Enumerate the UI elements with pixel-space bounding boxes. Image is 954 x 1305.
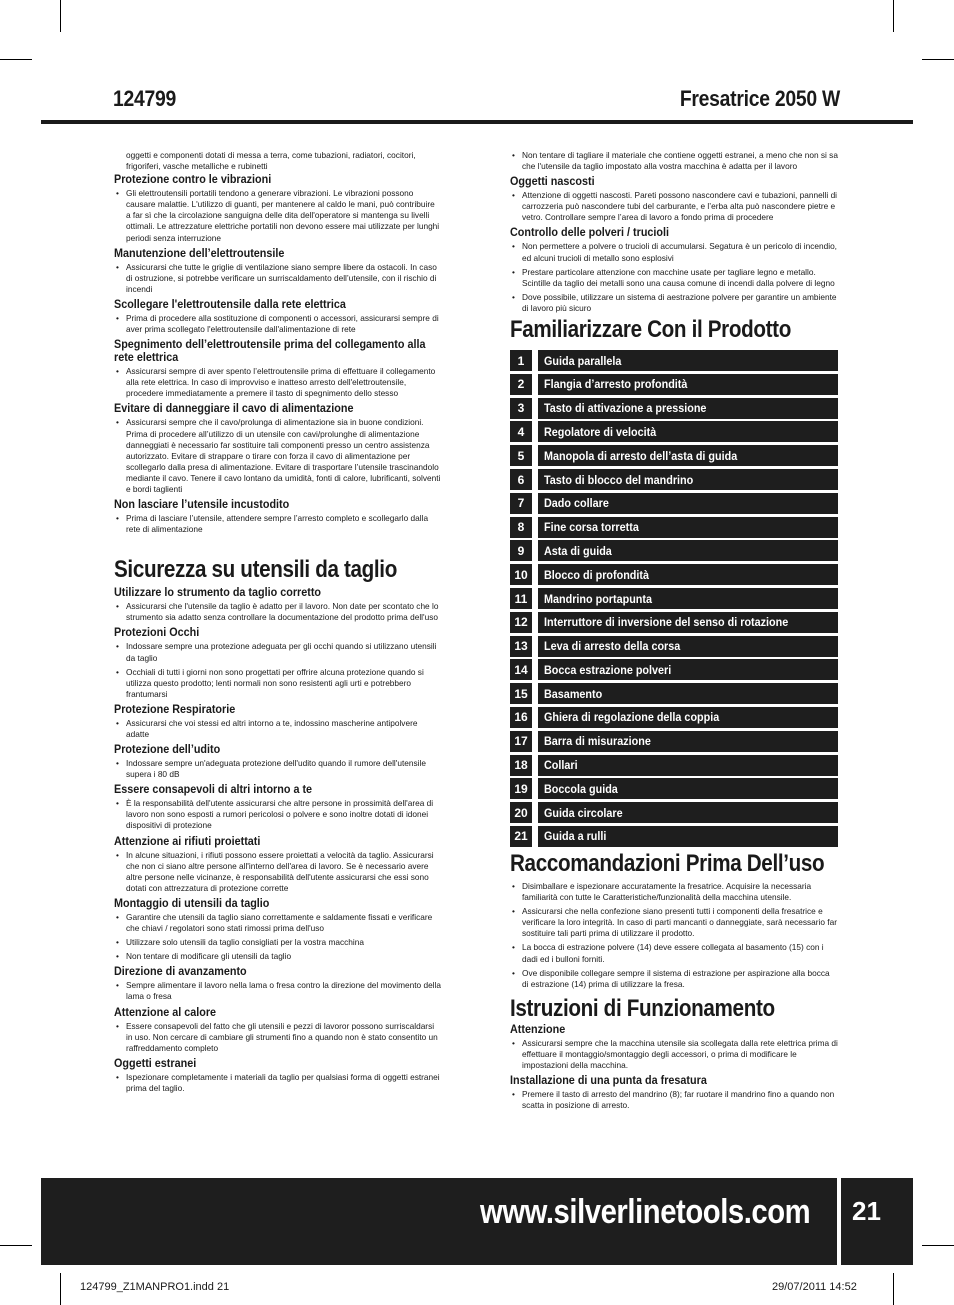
bullet-item: • Assicurarsi sempre che il cavo/prolunga di alimentazione sia in buone condizioni. Prima di procedere all’utilizzo di un utensile con cavi/prolunghe di alimentazione danneggiati è necessario far sostituire tali componenti presso un centro assistenza autorizzato. Evitare di strappare o tirare con forza il cavo di alimentazione per scollegarlo dalla presa di alimentazione. Evitare di trasportare l’utensile trascinandolo mediante il cavo. Tenere il cavo lontano da umidità, fonti di calore, lubrificanti, solventi e bordi taglienti [114, 417, 441, 495]
bullet-list [114, 980, 441, 1002]
part-label: Regolatore di velocità [544, 424, 657, 439]
part-number: 10 [510, 564, 532, 585]
bullet-item: • Indossare sempre una protezione adeguata per gli occhi quando si utilizzano utensili da taglio [114, 641, 441, 663]
right-sections-a [510, 175, 838, 314]
part-number: 5 [510, 445, 532, 466]
parts-row [510, 802, 838, 823]
part-label: Asta di guida [544, 543, 612, 558]
familiarize-title: Familiarizzare Con il Prodotto [510, 316, 791, 344]
bullet-list [114, 417, 441, 495]
part-label-cell [538, 374, 838, 395]
part-number: 15 [510, 683, 532, 704]
part-number: 16 [510, 707, 532, 728]
section-heading: Attenzione [510, 1021, 566, 1036]
parts-row [510, 755, 838, 776]
part-label: Guida a rulli [544, 829, 607, 844]
bullet-item: • Dove possibile, utilizzare un sistema di aestrazione polvere per garantire un ambiente di lavoro più sicuro [510, 292, 838, 314]
section-heading: Non lasciare l’utensile incustodito [114, 497, 290, 512]
part-label: Basamento [544, 686, 603, 701]
bullet-list [114, 798, 441, 831]
part-label-cell [538, 350, 838, 371]
part-number: 11 [510, 588, 532, 609]
section-heading: Oggetti nascosti [510, 174, 595, 189]
part-label-cell [538, 802, 838, 823]
page-number: 21 [852, 1196, 881, 1226]
part-label-cell [538, 731, 838, 752]
part-label-cell [538, 612, 838, 633]
section-heading: Essere consapevoli di altri intorno a te [114, 782, 313, 797]
part-label-cell [538, 445, 838, 466]
parts-row [510, 731, 838, 752]
bullet-item: • Prima di lasciare l’utensile, attendere sempre l’arresto completo e scollegarlo dalla rete di alimentazione [114, 513, 441, 535]
intro-text: oggetti e componenti dotati di messa a terra, come tubazioni, radiatori, cocitori, frigoriferi, vasche metalliche e rubinetti [126, 150, 416, 172]
product-code: 124799 [113, 86, 177, 111]
part-label-cell [538, 469, 838, 490]
part-label: Collari [544, 758, 578, 773]
section-heading: Protezione Respiratorie [114, 701, 236, 716]
parts-row [510, 421, 838, 442]
part-number: 17 [510, 731, 532, 752]
bullet-list [510, 190, 838, 223]
crop-mark [893, 1273, 894, 1305]
product-title: Fresatrice 2050 W [679, 86, 840, 111]
part-label: Tasto di blocco del mandrino [544, 472, 694, 487]
cutting-safety-title: Sicurezza su utensili da taglio [114, 556, 397, 584]
part-label: Boccola guida [544, 781, 618, 796]
bullet-item: • Assicurarsi che voi stessi ed altri intorno a te, indossino mascherine antipolvere adatte [114, 718, 441, 740]
bullet-item: • Assicurarsi sempre che la macchina utensile sia scollegata dalla rete elettrica prima di effettuare il montaggio/smontaggio degli accessori, o prima di modificare le impostazioni della macchina. [510, 1038, 838, 1071]
section-heading: Attenzione ai rifiuti proiettati [114, 833, 261, 848]
header-rule [41, 120, 913, 124]
part-label: Blocco di profondità [544, 567, 650, 582]
bullet-item: • Premere il tasto di arresto del mandrino (8); far ruotare il mandrino fino a quando non scatta in posizione di arresto. [510, 1089, 838, 1111]
bullet-list [114, 313, 441, 335]
bullet-list [510, 241, 838, 314]
recommendation-item: • Disimballare e ispezionare accuratamente la fresatrice. Acquisire la necessaria familiarità con tutte le Caratteristiche/funzionalità della macchina utensile. [510, 881, 838, 903]
part-label-cell [538, 588, 838, 609]
bullet-item: • Sempre alimentare il lavoro nella lama o fresa contro la direzione del movimento della lama o fresa [114, 980, 441, 1002]
part-label-cell [538, 517, 838, 538]
part-label: Fine corsa torretta [544, 520, 639, 535]
parts-table [510, 350, 838, 847]
bullet-list [510, 1038, 838, 1071]
bullet-item: • Attenzione di oggetti nascosti. Pareti possono nascondere cavi e tubazioni, pannelli di carrozzeria può nascondere tubi del carburante, e l’erba alta può nascondere pietre e vetro. Controllare sempre l’area di lavoro a fondo prima di procedere [510, 190, 838, 223]
section-heading: Scollegare l'elettroutensile dalla rete elettrica [114, 296, 346, 311]
bullet-item: • Utilizzare solo utensili da taglio consigliati per la vostra macchina [114, 937, 441, 948]
part-label: Flangia d’arresto profondità [544, 377, 688, 392]
part-number: 9 [510, 540, 532, 561]
parts-row [510, 398, 838, 419]
part-number: 1 [510, 350, 532, 371]
parts-row [510, 707, 838, 728]
part-label: Barra di misurazione [544, 734, 651, 749]
part-number: 13 [510, 636, 532, 657]
left-sections-b [114, 586, 441, 1094]
bullet-item: • Prestare particolare attenzione con macchine usate per tagliare legno e metallo. Scintille da taglio dei metalli sono una causa comune di incendi dalla polvere di legno [510, 267, 838, 289]
crop-mark [893, 0, 894, 32]
bullet-item: • Ispezionare completamente i materiali da taglio per qualsiasi forma di oggetti estranei prima del taglio. [114, 1072, 441, 1094]
bullet-item: • In alcune situazioni, i rifiuti possono essere proiettati a velocità da taglio. Assicurarsi che non ci siano altre persone all'interno dell'area di lavoro. Se è necessario avere altre persone nelle vicinanze, è responsabilità dell'utente assicurarsi che essi sono dotati con attrezzatura di protezione corrette [114, 850, 441, 894]
crop-mark [922, 1245, 954, 1246]
part-label: Guida circolare [544, 805, 623, 820]
recommendation-item: • Ove disponibile collegare sempre il sistema di estrazione per aspirazione alla bocca di estrazione (14) prima di utilizzare la fresa. [510, 968, 838, 990]
right-sections-b [510, 1023, 838, 1111]
crop-mark [60, 0, 61, 32]
recommendations-title: Raccomandazioni Prima Dell’uso [510, 849, 825, 877]
parts-row [510, 540, 838, 561]
part-label: Mandrino portapunta [544, 591, 652, 606]
part-label-cell [538, 398, 838, 419]
bullet-item: • Garantire che utensili da taglio siano correttamente e saldamente fissati e verificare che chiavi / regolatori sono stati rimossi prima dell'uso [114, 912, 441, 934]
section-heading: Protezioni Occhi [114, 625, 200, 640]
bullet-list [510, 1089, 838, 1111]
section-heading: Spegnimento dell’elettroutensile prima del collegamento alla rete elettrica [114, 337, 426, 365]
section-heading: Oggetti estranei [114, 1055, 197, 1070]
part-label-cell [538, 659, 838, 680]
part-number: 21 [510, 826, 532, 847]
bullet-list [114, 262, 441, 295]
parts-row [510, 493, 838, 514]
part-label-cell [538, 826, 838, 847]
section-heading: Utilizzare lo strumento da taglio corretto [114, 585, 322, 600]
part-number: 14 [510, 659, 532, 680]
parts-row [510, 636, 838, 657]
part-label: Bocca estrazione polveri [544, 662, 672, 677]
recommendations-list [510, 881, 838, 990]
recommendation-item: • La bocca di estrazione polvere (14) deve essere collegata al basamento (15) con i dadi ed i bulloni forniti. [510, 942, 838, 964]
bullet-list [114, 601, 441, 623]
section-heading: Montaggio di utensili da taglio [114, 895, 270, 910]
part-number: 7 [510, 493, 532, 514]
parts-row [510, 683, 838, 704]
part-label-cell [538, 493, 838, 514]
part-label-cell [538, 564, 838, 585]
part-label-cell [538, 707, 838, 728]
intro-bullet: • Non tentare di tagliare il materiale che contiene oggetti estranei, a meno che non si sa che l'utensile da taglio impostato alla vostra macchina è adatta per il lavoro [510, 150, 838, 172]
bullet-list [114, 912, 441, 962]
footer-separator [837, 1178, 841, 1265]
left-sections-a [114, 173, 441, 535]
part-label: Tasto di attivazione a pressione [544, 401, 707, 416]
part-label: Manopola di arresto dell’asta di guida [544, 448, 738, 463]
bullet-item: • Assicurarsi che tutte le griglie di ventilazione siano sempre libere da ostacoli. In caso di ostruzione, si potrebbe verificare un surriscaldamento dell’utensile, con il rischio di incendi [114, 262, 441, 295]
parts-row [510, 445, 838, 466]
bullet-list [114, 1021, 441, 1054]
instructions-title: Istruzioni di Funzionamento [510, 994, 775, 1022]
bullet-item: • Occhiali di tutti i giorni non sono progettati per offrire alcuna protezione quando si utilizza questo prodotto; lenti normali non sono resistenti agli urti e potrebbero frantumarsi [114, 667, 441, 700]
part-number: 2 [510, 374, 532, 395]
crop-mark [0, 1245, 32, 1246]
bullet-list [114, 758, 441, 780]
bullet-item: • Gli elettroutensili portatili tendono a generare vibrazioni. Le vibrazioni possono causare malattie. L'utilizzo di guanti, per mantenere al caldo le mani, può contribuire a far sì che la circolazione sanguigna delle dita dell'operatore si mantenga su livelli ottimali. Le attrezzature elettriche portatili non devono essere mai utilizzate per lunghi periodi senza interruzione [114, 188, 441, 243]
part-label: Ghiera di regolazione della coppia [544, 710, 720, 725]
slug-date: 29/07/2011 14:52 [772, 1281, 857, 1293]
part-label: Guida parallela [544, 353, 622, 368]
right-column [510, 150, 838, 1114]
section-heading: Evitare di danneggiare il cavo di alimentazione [114, 401, 354, 416]
bullet-list [114, 1072, 441, 1094]
bullet-item: • Essere consapevoli del fatto che gli utensili e pezzi di lavoror possono surriscaldarsi in uso. Non cercare di cambiare gli strumenti fino a quando non è stato consentito un raffreddamento completo [114, 1021, 441, 1054]
parts-row [510, 564, 838, 585]
crop-mark [60, 1273, 61, 1305]
part-label-cell [538, 755, 838, 776]
section-heading: Controllo delle polveri / trucioli [510, 225, 670, 240]
bullet-list [114, 718, 441, 740]
part-number: 8 [510, 517, 532, 538]
bullet-item: • Assicurarsi che l'utensile da taglio è adatto per il lavoro. Non date per scontato che lo strumento sia adatto senza controllare la documentazione del prodotto prima dell'uso [114, 601, 441, 623]
parts-row [510, 612, 838, 633]
parts-row [510, 374, 838, 395]
bullet-list [114, 188, 441, 243]
part-label-cell [538, 540, 838, 561]
part-label-cell [538, 778, 838, 799]
part-label-cell [538, 636, 838, 657]
parts-row [510, 778, 838, 799]
parts-row [510, 350, 838, 371]
recommendation-item: • Assicurarsi che nella confezione siano presenti tutti i componenti della fresatrice e verificare la loro integrità. In caso di parti mancanti o danneggiate, sarà necessario far sostituire tali parti prima di utilizzare il prodotto. [510, 906, 838, 939]
bullet-item: • Indossare sempre un'adeguata protezione dell'udito quando il rumore dell'utensile supera i 80 dB [114, 758, 441, 780]
parts-row [510, 826, 838, 847]
bullet-item: • Prima di procedere alla sostituzione di componenti o accessori, assicurarsi sempre di aver prima scollegato l'elettroutensile dall'alimentazione di rete [114, 313, 441, 335]
section-heading: Attenzione al calore [114, 1004, 217, 1019]
bullet-item: • È la responsabilità dell'utente assicurarsi che altre persone in prossimità dell'area di lavoro non sono esposti a rumori pericolosi o polvere e sono inoltre dotati di idonei dispositivi di protezione [114, 798, 441, 831]
part-number: 6 [510, 469, 532, 490]
parts-row [510, 659, 838, 680]
parts-row [510, 469, 838, 490]
part-number: 19 [510, 778, 532, 799]
crop-mark [0, 59, 32, 60]
bullet-item: • Non tentare di modificare gli utensili da taglio [114, 951, 441, 962]
part-number: 12 [510, 612, 532, 633]
slug-filename: 124799_Z1MANPRO1.indd 21 [80, 1281, 230, 1293]
crop-mark [922, 59, 954, 60]
bullet-item: • Non permettere a polvere o trucioli di accumularsi. Segatura è un pericolo di incendio, ed alcuni trucioli di metallo sono esplosivi [510, 241, 838, 263]
section-heading: Direzione di avanzamento [114, 964, 247, 979]
section-heading: Protezione contro le vibrazioni [114, 172, 272, 187]
parts-row [510, 588, 838, 609]
part-label: Dado collare [544, 496, 609, 511]
bullet-list [114, 850, 441, 894]
section-heading: Installazione di una punta da fresatura [510, 1073, 707, 1088]
part-number: 3 [510, 398, 532, 419]
bullet-list [114, 513, 441, 535]
part-number: 4 [510, 421, 532, 442]
part-number: 20 [510, 802, 532, 823]
part-label: Interruttore di inversione del senso di rotazione [544, 615, 789, 630]
part-label: Leva di arresto della corsa [544, 639, 681, 654]
left-column [114, 150, 441, 1097]
bullet-list [114, 641, 441, 699]
website-url[interactable]: www.silverlinetools.com [480, 1193, 811, 1231]
section-heading: Manutenzione dell’elettroutensile [114, 245, 285, 260]
bullet-item: • Assicurarsi sempre di aver spento l’elettroutensile prima di effettuare il collegamento alla rete elettrica. In caso di improvviso e inatteso arresto dell'elettroutensile, procedere immediatamente a premere il tasto di spegnimento dello stesso [114, 366, 441, 399]
part-number: 18 [510, 755, 532, 776]
part-label-cell [538, 421, 838, 442]
section-heading: Protezione dell’udito [114, 742, 221, 757]
bullet-list [114, 366, 441, 399]
parts-row [510, 517, 838, 538]
part-label-cell [538, 683, 838, 704]
